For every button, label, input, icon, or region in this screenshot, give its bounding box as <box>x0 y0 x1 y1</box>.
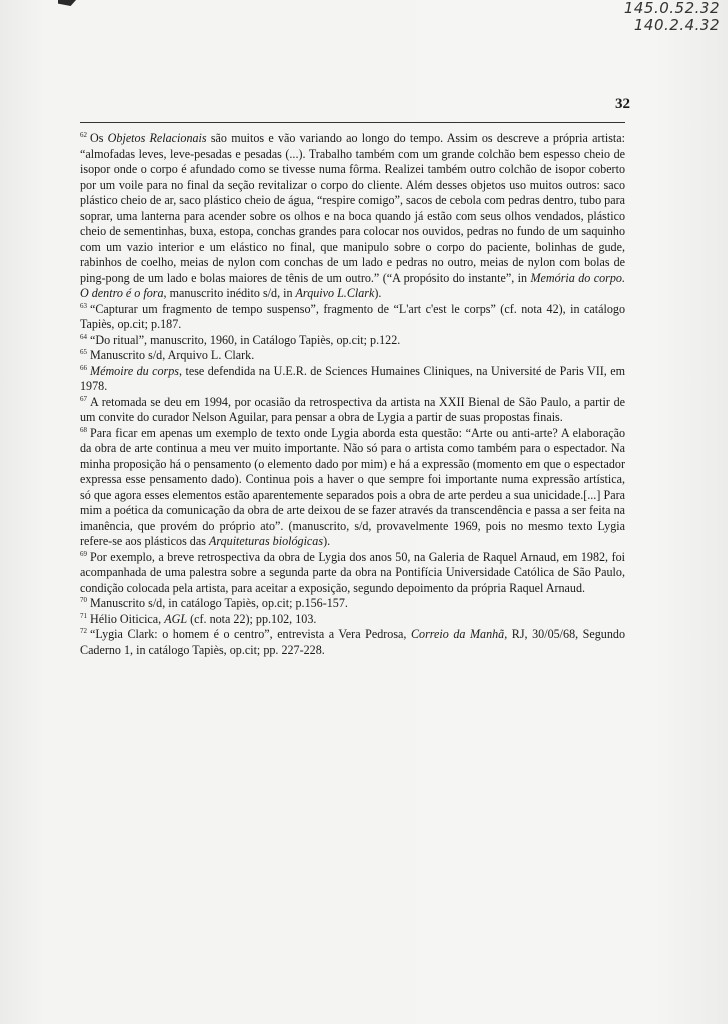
footnote-italic-text: Objetos Relacionais <box>107 131 207 145</box>
footnote-text: “Capturar um fragmento de tempo suspenso”, fragmento de “L'art c'est le corps” (cf. nota 42), in catálogo Tapiès, op.cit; p.187. <box>80 301 625 331</box>
footnote-72 <box>80 627 625 658</box>
corner-mark <box>58 0 76 6</box>
footnote-italic-text: Mémoire du corps <box>90 363 180 378</box>
footnote-text: “Do ritual”, manuscrito, 1960, in Catálogo Tapiès, op.cit; p.122. <box>90 332 401 347</box>
footnote-text: Manuscrito s/d, Arquivo L. Clark. <box>90 348 255 362</box>
footnote-65 <box>80 348 625 364</box>
footnote-text: A retomada se deu em 1994, por ocasião da retrospectiva da artista na XXII Bienal de São Paulo, a partir de um convite do curador Nelson Aguilar, para pensar a obra de Lygia a partir de suas propostas finais. <box>80 394 625 424</box>
footnote-number: 70 <box>80 596 87 604</box>
footnote-66 <box>80 364 625 395</box>
footnote-67 <box>80 395 625 426</box>
footnote-number: 72 <box>80 627 87 635</box>
footnote-text: Manuscrito s/d, in catálogo Tapiès, op.cit; p.156-157. <box>90 596 348 610</box>
archive-code-2: 140.2.4.32 <box>633 16 720 34</box>
archive-code-1: 145.0.52.32 <box>623 0 720 17</box>
footnote-rule <box>80 122 625 123</box>
footnote-number: 71 <box>80 611 87 620</box>
footnote-number: 68 <box>80 425 87 434</box>
footnote-text: , tese defendida na U.E.R. de Sciences Humaines Cliniques, na Université de Paris VII, em 1978. <box>80 363 625 393</box>
footnote-text: “Lygia Clark: o homem é o centro”, entrevista a Vera Pedrosa, <box>90 627 411 641</box>
footnote-number: 62 <box>80 131 87 139</box>
footnote-italic-text: Memória do corpo. O dentro é o fora <box>80 270 625 300</box>
archive-codes <box>624 0 720 34</box>
footnote-italic-text: Correio da Manhã <box>410 627 505 641</box>
footnote-text: Hélio Oiticica, <box>90 611 165 626</box>
footnote-text: (cf. nota 22); pp.102, 103. <box>187 611 317 626</box>
footnote-62 <box>80 131 625 302</box>
footnote-63 <box>80 302 625 333</box>
footnote-68 <box>80 426 625 550</box>
footnote-text: são muitos e vão variando ao longo do tempo. Assim os descreve a própria artista: “almofadas leves, leve-pesadas e pesadas (...). Trabalho também com um grande colchão bem espesso cheio de isopor onde o corpo é afundado como se tivesse numa fôrma. Realizei também outro colchão de isopor coberto por um voile para no final da seção revitalizar o corpo do cliente. Além desses objetos uso muitos outros: saco plástico cheio de ar, saco plástico cheio de água, “respire comigo”, sacos de cebola com pedras dentro, tubo para soprar, uma lanterna para acender sobre os olhos e na boca quando já estão com seus olhos vendados, plástico cheio de sementinhas, buxa, estopa, conchas grandes para colocar nos ouvidos, pedras no fundo de um saquinho com um vazio interior e um elástico no final, que manipulo sobre o corpo do paciente, bolinhas de gude, rabinhos de coelho, meias de nylon com conchas de um lado e pedras no outro, meias de nylon com bolas de ping-pong de um lado e bolas maiores de tênis de um outro.” (“A propósito do instante”, in <box>80 131 625 285</box>
footnote-number: 63 <box>80 301 87 310</box>
footnote-text: ). <box>323 534 331 548</box>
footnote-italic-text: AGL <box>164 611 188 626</box>
footnote-number: 65 <box>80 348 87 356</box>
footnotes <box>80 131 625 658</box>
footnote-text: Para ficar em apenas um exemplo de texto onde Lygia aborda esta questão: “Arte ou anti-arte? A elaboração da obra de arte continua a meu ver muito importante. Não só para o artista como também para o espectador. Na minha proposição há o pensamento (o elemento dado por mim) e há a expressão (momento em que o espectador expressa esse pensamento dado). Continua pois a haver o que sempre foi importante numa expressão artística, só que agora esses elementos estão aparentemente separados pois a obra de arte perdeu a sua unicidade.[...] Para mim a poética da comunicação da obra de arte deixou de se fazer através da transcendência e passa a ser feita na imanência, que provém do próprio ato”. (manuscrito, s/d, provavelmente 1969, pois no mesmo texto Lygia refere-se aos plásticos das <box>80 425 625 548</box>
footnote-italic-text: Arquiteturas biológicas <box>208 534 324 548</box>
page-number: 32 <box>615 96 630 112</box>
footnote-text: , RJ, 30/05/68, Segundo Caderno 1, in catálogo Tapiès, op.cit; pp. 227-228. <box>80 627 625 657</box>
footnote-number: 69 <box>80 549 87 558</box>
footnote-number: 64 <box>80 332 87 341</box>
footnote-number: 66 <box>80 363 87 372</box>
footnote-text: Os <box>90 131 108 145</box>
footnote-text: Por exemplo, a breve retrospectiva da obra de Lygia dos anos 50, na Galeria de Raquel Arnaud, em 1982, foi acompanhada de uma palestra sobre a segunda parte da obra na Pontifícia Universidade Católica de São Paulo, condição colocada pela artista, para aceitar a exposição, segundo depoimento da própria Raquel Arnaud. <box>80 549 625 595</box>
footnote-text: ). <box>374 286 382 300</box>
footnote-number: 67 <box>80 394 87 403</box>
footnote-71 <box>80 612 625 628</box>
footnote-italic-text: Arquivo L.Clark <box>295 286 375 300</box>
footnote-64 <box>80 333 625 349</box>
footnote-70 <box>80 596 625 612</box>
footnote-69 <box>80 550 625 597</box>
footnote-text: , manuscrito inédito s/d, in <box>163 286 296 300</box>
